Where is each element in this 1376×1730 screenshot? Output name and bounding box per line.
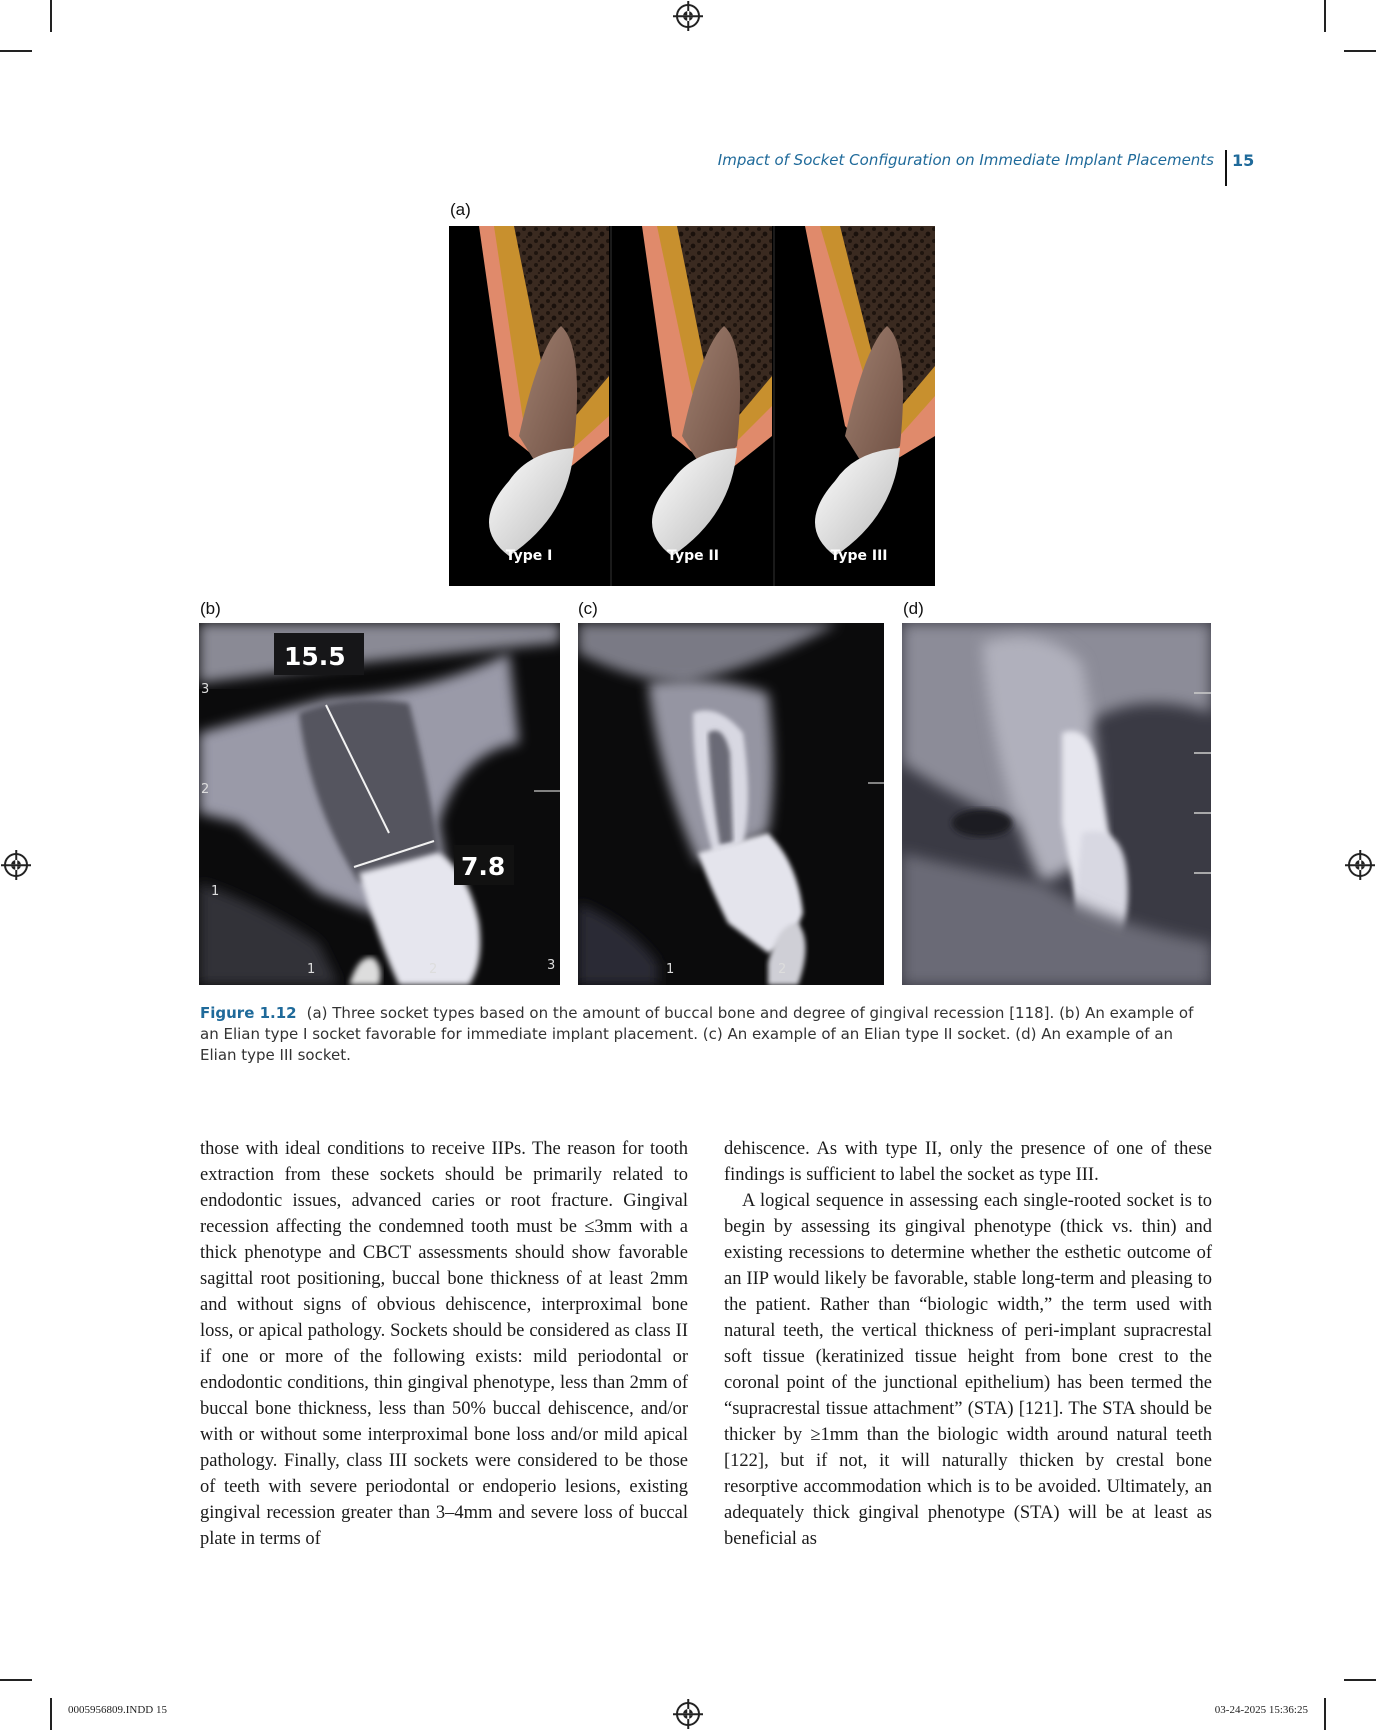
running-head: Impact of Socket Configuration on Immediate Implant Placements [717,151,1214,169]
registration-mark-icon [676,4,700,28]
body-paragraph: dehiscence. As with type II, only the presence of one of these findings is sufficient to label the socket as type III. [724,1139,1212,1185]
slug-file-name: 0005956809.INDD 15 [68,1704,167,1716]
panel-label-b: (b) [200,599,221,618]
ruler-c-bottom-2: 2 [778,962,787,977]
panel-label-d: (d) [903,599,924,618]
body-paragraph: those with ideal conditions to receive IIPs. The reason for tooth extraction from these sockets should be primarily related to endodontic issues, advanced caries or root fracture. Gingival recession affecting the condemned tooth must be ≤3mm with a thick phenotype and CBCT assessments should show favorable sagittal root positioning, buccal bone thickness of at least 2mm and without signs of obvious dehiscence, interproximal bone loss, or apical pathology. Sockets should be considered as class II if one or more of the following exists: mild periodontal or endodontic conditions, thin gingival phenotype, less than 2mm of buccal bone thickness, less than 50% buccal dehiscence, and/or with or without some interproximal bone loss and/or mild apical pathology. Finally, class III sockets were considered to be those of teeth with severe periodontal or endoperio lesions, existing gingival recession greater than 3–4mm and severe loss of buccal plate in terms of [200,1139,688,1549]
body-left-column [200,1136,688,1552]
socket-type-3-drawing [805,226,935,556]
crop-mark [1344,50,1376,52]
cbct-scan-b [199,623,560,985]
socket-type-2-drawing [642,226,772,556]
ruler-b-left-2: 2 [201,782,210,797]
figure-panel-c [578,623,884,985]
crop-mark [0,50,32,52]
ruler-b-bottom-1: 1 [307,962,316,977]
crop-mark [0,1679,32,1681]
ruler-b-bottom-3: 3 [547,958,556,973]
measurement-7-8: 7.8 [461,852,506,881]
figure-label: Figure 1.12 [200,1004,297,1022]
body-paragraph: A logical sequence in assessing each single-rooted socket is to begin by assessing its gingival phenotype (thick vs. thin) and existing recessions to determine whether the esthetic outcome of an IIP would likely be favorable, stable long-term and pleasing to the patient. Rather than “biologic width,” the term used with natural teeth, the vertical thickness of peri-implant supracrestal soft tissue (keratinized tissue height from bone crest to the coronal point of the junctional epithelium) has been termed the “supracrestal tissue attachment” (STA) [121]. The STA should be thicker by ≥1mm than the biologic width around natural teeth [122], but if not, it will naturally thicken by crestal bone resorptive accommodation which is to be avoided. Ultimately, an adequately thick gingival phenotype (STA) will be at least as beneficial as [724,1191,1212,1549]
figure-caption-text: (a) Three socket types based on the amount of buccal bone and degree of gingival recession [118]. (b) An example of an Elian type I socket favorable for immediate implant placement. (c) An example of an Elian type II socket. (d) An example of an Elian type III socket. [200,1004,1194,1064]
cbct-scan-c [578,623,884,985]
registration-mark-icon [4,853,28,877]
running-head-rule [1225,150,1227,186]
slug-timestamp: 03-24-2025 15:36:25 [1214,1704,1308,1716]
crop-mark [1324,1698,1326,1730]
panel-label-c: (c) [578,599,598,618]
crop-mark [1324,0,1326,32]
figure-panel-d [902,623,1211,985]
ruler-b-left-1: 1 [211,884,220,899]
figure-caption [200,1003,1210,1066]
registration-mark-icon [1348,853,1372,877]
body-right-column [724,1136,1212,1552]
socket-types-illustration [449,226,935,586]
figure-panel-b [199,623,560,985]
page-number: 15 [1232,151,1255,170]
type-3-label: Type III [830,548,888,564]
crop-mark [1344,1679,1376,1681]
ruler-b-bottom-2: 2 [429,962,438,977]
ruler-b-left-3: 3 [201,682,210,697]
ruler-c-bottom-1: 1 [666,962,675,977]
type-2-label: Type II [667,548,719,564]
measurement-15-5: 15.5 [284,642,346,671]
type-1-label: Type I [505,548,553,564]
crop-mark [50,0,52,32]
registration-mark-icon [676,1702,700,1726]
socket-type-1-drawing [479,226,609,556]
crop-mark [50,1698,52,1730]
panel-label-a: (a) [450,200,471,219]
cbct-scan-d [902,623,1211,985]
figure-panel-a [449,226,935,586]
